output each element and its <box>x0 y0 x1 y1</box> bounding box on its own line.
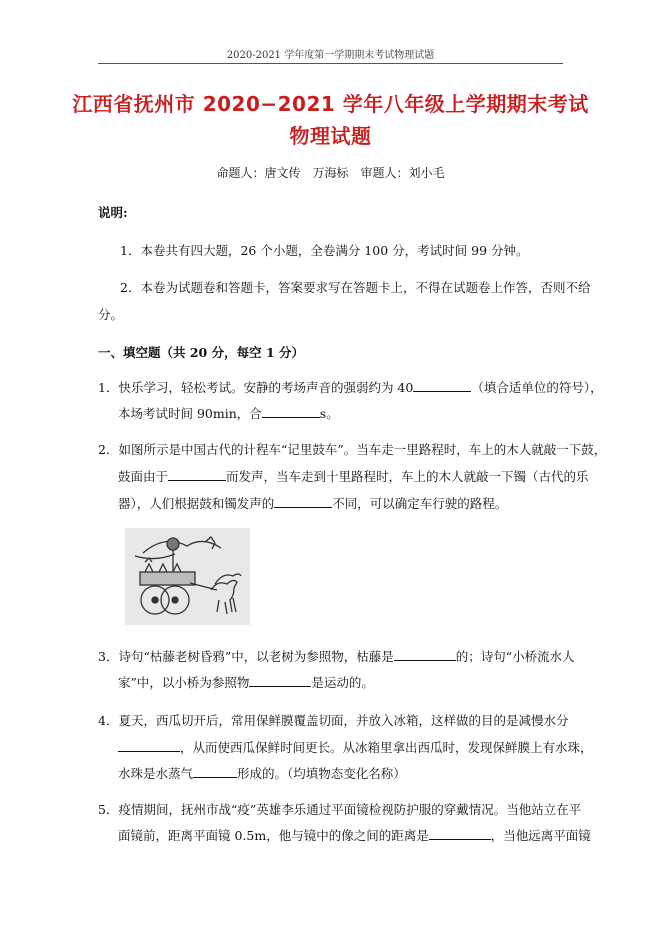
q2-text-a: 鼓面由于 <box>118 469 169 484</box>
q2-text-c: 器），人们根据鼓和镯发声的 <box>118 496 275 511</box>
q4-answer-blank-1[interactable] <box>118 739 180 752</box>
q4-text-c: 水珠是水蒸气 <box>118 766 194 781</box>
instruction-item-2-line2: 分。 <box>98 307 124 322</box>
drum-cart-illustration <box>125 528 250 625</box>
q1-text-a: 1．快乐学习，轻松考试。安静的考场声音的强弱约为 40 <box>98 380 414 395</box>
exam-title-line1: 江西省抚州市 2020−2021 学年八年级上学期期末考试 <box>72 92 589 116</box>
q3-answer-blank-2[interactable] <box>249 674 311 687</box>
exam-authors: 命题人：唐文传 万海标 审题人：刘小毛 <box>216 166 445 180</box>
q3-line2 <box>118 673 374 691</box>
q1-answer-blank-2[interactable] <box>262 405 320 418</box>
q5-line1: 5．疫情期间，抚州市战“疫”英雄李乐通过平面镜检视防护服的穿戴情况。当他站立在平 <box>98 802 582 817</box>
q1-text-d: s。 <box>319 406 339 421</box>
q1-text-c: 本场考试时间 90min，合 <box>118 406 262 421</box>
page-header: 2020-2021 学年度第一学期期末考试物理试题 <box>226 50 435 61</box>
q4-text-b: ，从而使西瓜保鲜时间更长。从冰箱里拿出西瓜时，发现保鲜膜上有水珠， <box>180 740 593 755</box>
q3-line1 <box>98 647 575 665</box>
q2-line2 <box>118 467 589 485</box>
instruction-item-2-line1: 2．本卷为试题卷和答题卡，答案要求写在答题卡上，不得在试题卷上作答，否则不给 <box>120 280 591 295</box>
q2-text-b: 而发声，当车走到十里路程时，车上的木人就敲一下镯（古代的乐 <box>226 469 589 484</box>
q4-line1: 4．夏天，西瓜切开后，常用保鲜膜覆盖切面，并放入冰箱，这样做的目的是减慢水分 <box>98 713 569 728</box>
exam-title-line2: 物理试题 <box>289 124 372 148</box>
instructions-heading: 说明: <box>98 205 128 220</box>
q5-answer-blank-1[interactable] <box>429 827 491 840</box>
header-divider <box>98 63 563 64</box>
section1-heading: 一、填空题（共 20 分，每空 1 分） <box>98 345 305 360</box>
instruction-item-1: 1．本卷共有四大题，26 个小题，全卷满分 100 分，考试时间 99 分钟。 <box>120 243 529 258</box>
q2-text-d: 不同，可以确定车行驶的路程。 <box>332 496 508 511</box>
q3-text-d: 是运动的。 <box>311 675 374 690</box>
q4-text-d: 形成的。（均填物态变化名称） <box>237 766 406 781</box>
q3-text-a: 3．诗句“枯藤老树昏鸦”中，以老树为参照物，枯藤是 <box>98 649 394 664</box>
q2-answer-blank-1[interactable] <box>168 468 226 481</box>
q2-answer-blank-2[interactable] <box>274 495 332 508</box>
q4-answer-blank-2[interactable] <box>193 765 237 778</box>
q3-text-c: 家”中，以小桥为参照物 <box>118 675 250 690</box>
drum-cart-figure <box>125 528 250 625</box>
q1-answer-blank-1[interactable] <box>413 379 471 392</box>
q2-line1: 2．如图所示是中国古代的计程车“记里鼓车”。当车走一里路程时，车上的木人就敲一下鼓， <box>98 442 607 457</box>
q1-line1 <box>98 378 603 396</box>
q3-text-b: 的；诗句“小桥流水人 <box>455 649 575 664</box>
q5-text-b: ，当他远离平面镜 <box>490 828 591 843</box>
q4-line3 <box>118 764 406 782</box>
q1-text-b: （填合适单位的符号）， <box>471 380 603 395</box>
q2-line3 <box>118 494 507 512</box>
q5-line2 <box>118 826 591 844</box>
q4-line2 <box>118 738 593 756</box>
q5-text-a: 面镜前，距离平面镜 0.5m，他与镜中的像之间的距离是 <box>118 828 429 843</box>
q1-line2 <box>118 404 339 422</box>
q3-answer-blank-1[interactable] <box>394 648 456 661</box>
